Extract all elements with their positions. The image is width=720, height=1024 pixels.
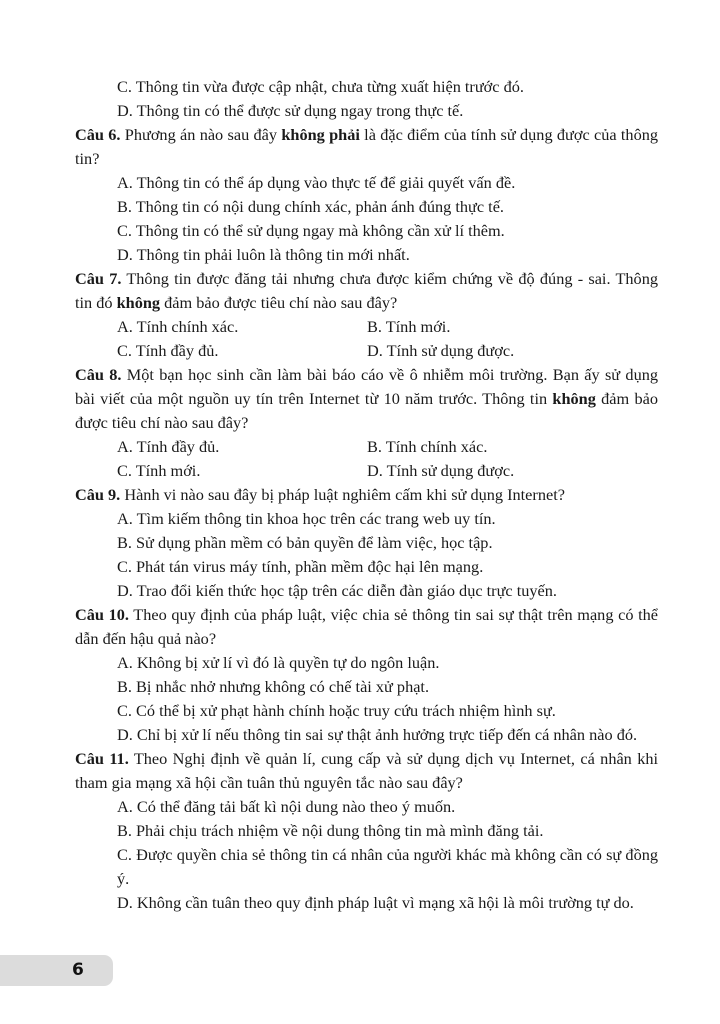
question-10 (75, 603, 658, 747)
question-stem (75, 363, 658, 435)
option-c: C. Thông tin vừa được cập nhật, chưa từng xuất hiện trước đó. (117, 77, 524, 96)
option-d: D. Thông tin có thể được sử dụng ngay trong thực tế. (117, 101, 464, 120)
option-b: B. Sử dụng phần mềm có bản quyền để làm việc, học tập. (117, 533, 493, 552)
option-d: D. Không cần tuân theo quy định pháp luật vì mạng xã hội là môi trường tự do. (117, 893, 634, 912)
stem-emphasis: không (552, 389, 596, 408)
previous-question-options (75, 75, 658, 123)
question-label: Câu 6. (75, 125, 121, 144)
option-d: D. Trao đổi kiến thức học tập trên các diễn đàn giáo dục trực tuyến. (117, 581, 557, 600)
option-d: D. Tính sử dụng được. (367, 461, 515, 480)
option-a: A. Tính chính xác. (117, 317, 239, 336)
option-d: D. Thông tin phải luôn là thông tin mới nhất. (117, 245, 410, 264)
question-7 (75, 267, 658, 363)
question-6 (75, 123, 658, 267)
stem-text: Một bạn học sinh cần làm bài báo cáo về ô nhiễm môi trường. Bạn ấy sử dụng bài viết của một nguồn uy tín trên Internet từ 10 năm trước. Thông tin (75, 365, 658, 408)
question-label: Câu 7. (75, 269, 122, 288)
page-number: 6 (72, 960, 84, 980)
options-row (117, 459, 658, 483)
option-a: A. Tính đầy đủ. (117, 437, 220, 456)
stem-emphasis: không phải (281, 125, 360, 144)
option-a: A. Thông tin có thể áp dụng vào thực tế để giải quyết vấn đề. (117, 173, 516, 192)
options-row (117, 435, 658, 459)
question-9 (75, 483, 658, 603)
option-d: D. Chỉ bị xử lí nếu thông tin sai sự thật ảnh hưởng trực tiếp đến cá nhân nào đó. (117, 725, 638, 744)
stem-emphasis: không (116, 293, 161, 312)
question-stem (75, 123, 658, 171)
option-a: A. Tìm kiếm thông tin khoa học trên các trang web uy tín. (117, 509, 496, 528)
option-b: B. Phải chịu trách nhiệm về nội dung thông tin mà mình đăng tải. (117, 821, 544, 840)
stem-text: Hành vi nào sau đây bị pháp luật nghiêm cấm khi sử dụng Internet? (120, 485, 565, 504)
question-11 (75, 747, 658, 915)
page-number-tab (0, 955, 113, 986)
stem-text: Theo Nghị định về quản lí, cung cấp và sử dụng dịch vụ Internet, cá nhân khi tham gia mạng xã hội cần tuân thủ nguyên tắc nào sau đây? (75, 749, 658, 792)
options-row (117, 315, 658, 339)
question-stem (75, 603, 658, 651)
option-c: C. Phát tán virus máy tính, phần mềm độc hại lên mạng. (117, 557, 484, 576)
option-d: D. Tính sử dụng được. (367, 341, 515, 360)
stem-text: Theo quy định của pháp luật, việc chia sẻ thông tin sai sự thật trên mạng có thể dẫn đến hậu quả nào? (75, 605, 658, 648)
question-label: Câu 10. (75, 605, 129, 624)
option-b: B. Tính chính xác. (367, 437, 488, 456)
option-b: B. Tính mới. (367, 317, 451, 336)
stem-text: đảm bảo được tiêu chí nào sau đây? (160, 293, 398, 312)
question-label: Câu 11. (75, 749, 129, 768)
stem-text: Phương án nào sau đây (120, 125, 282, 144)
option-c: C. Tính đầy đủ. (117, 341, 219, 360)
option-c: C. Tính mới. (117, 461, 201, 480)
stem-text: đảm bảo được tiêu chí nào sau đây? (75, 389, 658, 432)
question-label: Câu 8. (75, 365, 122, 384)
option-c: C. Được quyền chia sẻ thông tin cá nhân của người khác mà không cần có sự đồng ý. (117, 845, 658, 888)
option-b: B. Thông tin có nội dung chính xác, phản ánh đúng thực tế. (117, 197, 504, 216)
page-content (75, 75, 658, 915)
question-8 (75, 363, 658, 483)
question-stem (75, 483, 658, 507)
stem-text: Thông tin được đăng tải nhưng chưa được kiểm chứng về độ đúng - sai. Thông tin đó (75, 269, 658, 312)
question-label: Câu 9. (75, 485, 121, 504)
option-a: A. Có thể đăng tải bất kì nội dung nào theo ý muốn. (117, 797, 456, 816)
option-a: A. Không bị xử lí vì đó là quyền tự do ngôn luận. (117, 653, 440, 672)
option-c: C. Có thể bị xử phạt hành chính hoặc truy cứu trách nhiệm hình sự. (117, 701, 556, 720)
stem-text: là đặc điểm của tính sử dụng được của thông tin? (75, 125, 658, 168)
option-b: B. Bị nhắc nhở nhưng không có chế tài xử phạt. (117, 677, 430, 696)
options-row (117, 339, 658, 363)
question-stem (75, 267, 658, 315)
question-stem (75, 747, 658, 795)
option-c: C. Thông tin có thể sử dụng ngay mà không cần xử lí thêm. (117, 221, 505, 240)
